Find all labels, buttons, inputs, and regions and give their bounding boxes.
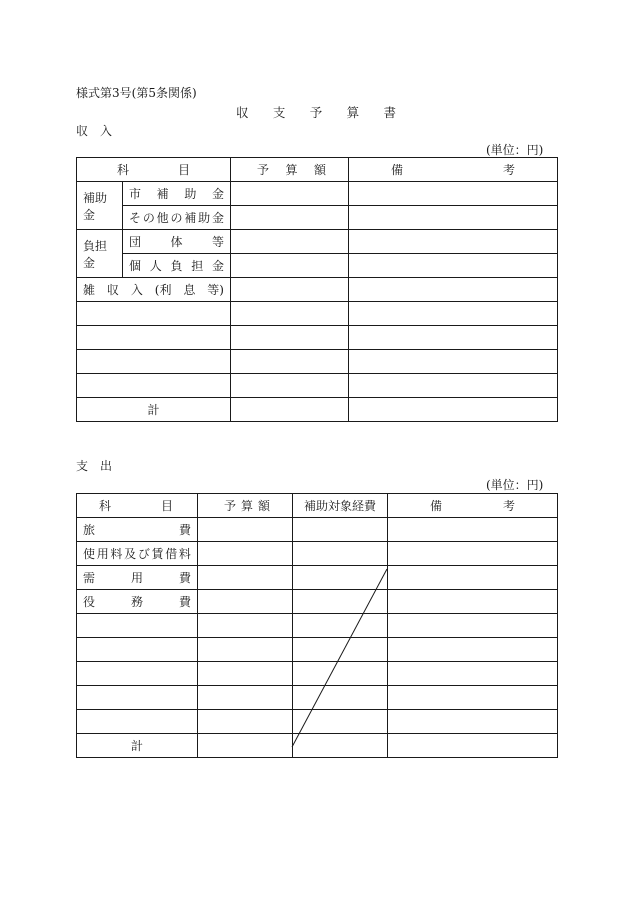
remarks-cell: [349, 302, 558, 326]
expense-item-label: [77, 518, 198, 542]
label-char: 考: [502, 163, 515, 177]
budget-amount-cell: [231, 206, 349, 230]
title-char: 算: [346, 105, 360, 120]
table-row: [77, 518, 558, 542]
label-char: 団: [129, 235, 142, 249]
remarks-cell: [388, 686, 558, 710]
label-char: そ: [129, 211, 142, 225]
blank-subject-cell: [77, 614, 198, 638]
title-char: 支: [272, 105, 286, 120]
label-char: 予: [224, 499, 237, 513]
table-row: [77, 638, 558, 662]
budget-amount-cell: [231, 182, 349, 206]
remarks-cell: [388, 638, 558, 662]
budget-amount-cell: [198, 662, 293, 686]
subsidy-amount-cell: [293, 662, 388, 686]
remarks-cell: [388, 566, 558, 590]
expense-total-label: 計: [77, 734, 198, 758]
income-item-label: [123, 230, 231, 254]
budget-amount-cell: [198, 614, 293, 638]
blank-subject-cell: [77, 710, 198, 734]
remarks-cell: [388, 710, 558, 734]
label-char: 額: [257, 499, 270, 513]
blank-subject-cell: [77, 326, 231, 350]
budget-amount-cell: [231, 350, 349, 374]
label-char: 助: [184, 187, 197, 201]
budget-amount-cell: [231, 398, 349, 422]
table-row: [77, 662, 558, 686]
income-section-label: 収 入: [76, 124, 113, 138]
remarks-cell: [388, 542, 558, 566]
label-char: 予: [257, 163, 270, 177]
remarks-cell: [388, 590, 558, 614]
income-unit-label: (単位：円): [486, 143, 544, 157]
income-header-remarks: [349, 158, 558, 182]
label-char: 料: [178, 547, 191, 561]
expense-header-row: [77, 494, 558, 518]
budget-amount-cell: [198, 638, 293, 662]
label-char: 等: [211, 235, 224, 249]
subsidy-amount-cell: [293, 566, 388, 590]
table-row: [77, 374, 558, 398]
label-char: 金: [211, 211, 224, 225]
subsidy-amount-cell: [293, 710, 388, 734]
label-char: 賃: [151, 547, 164, 561]
subsidy-amount-cell: [293, 638, 388, 662]
subsidy-amount-cell: [293, 614, 388, 638]
label-char: 補: [156, 187, 169, 201]
label-char: 息: [183, 283, 196, 297]
remarks-cell: [349, 374, 558, 398]
title-char: 書: [383, 105, 396, 120]
label-char: 備: [391, 163, 404, 177]
blank-subject-cell: [77, 374, 231, 398]
income-item-label: [123, 254, 231, 278]
budget-amount-cell: [231, 254, 349, 278]
label-char: 収: [106, 283, 119, 297]
label-char: 目: [160, 499, 173, 513]
label-char: 費: [178, 523, 191, 537]
remarks-cell: [349, 326, 558, 350]
expense-total-row: [77, 734, 558, 758]
blank-subject-cell: [77, 350, 231, 374]
remarks-cell: [388, 734, 558, 758]
income-item-label: [123, 182, 231, 206]
form-number-label: 様式第3号(第5条関係): [76, 86, 197, 100]
expense-table: [76, 493, 558, 758]
document-title: [236, 103, 396, 121]
budget-amount-cell: [198, 542, 293, 566]
budget-amount-cell: [231, 230, 349, 254]
label-char: 使: [83, 547, 96, 561]
label-char: 務: [130, 595, 143, 609]
budget-amount-cell: [231, 278, 349, 302]
label-char: 借: [165, 547, 178, 561]
budget-amount-cell: [198, 566, 293, 590]
label-char: 目: [177, 163, 190, 177]
remarks-cell: [388, 518, 558, 542]
income-misc-label: [77, 278, 231, 302]
label-char: 個: [129, 259, 142, 273]
remarks-cell: [349, 254, 558, 278]
label-char: 金: [211, 259, 224, 273]
label-char: 等): [207, 283, 224, 297]
expense-unit-label: (単位：円): [486, 478, 544, 492]
label-char: 入: [130, 283, 143, 297]
label-char: 担: [191, 259, 204, 273]
table-row: [77, 182, 558, 206]
table-row: [77, 542, 558, 566]
remarks-cell: [388, 614, 558, 638]
income-header-subject: [77, 158, 231, 182]
label-char: 考: [502, 499, 515, 513]
subsidy-amount-cell: [293, 686, 388, 710]
label-char: の: [170, 211, 183, 225]
label-char: 費: [178, 571, 191, 585]
expense-item-label: [77, 542, 198, 566]
expense-header-budget: [198, 494, 293, 518]
budget-amount-cell: [198, 518, 293, 542]
budget-amount-cell: [231, 302, 349, 326]
label-char: の: [142, 211, 155, 225]
label-char: 人: [149, 259, 162, 273]
label-char: 用: [96, 547, 109, 561]
remarks-cell: [349, 182, 558, 206]
blank-subject-cell: [77, 686, 198, 710]
label-char: 役: [83, 595, 96, 609]
table-row: [77, 230, 558, 254]
table-row: [77, 710, 558, 734]
subsidy-amount-cell: [293, 542, 388, 566]
label-char: 額: [313, 163, 326, 177]
label-char: 需: [83, 571, 96, 585]
title-char: 予: [309, 105, 323, 120]
label-char: 備: [430, 499, 443, 513]
remarks-cell: [349, 230, 558, 254]
remarks-cell: [349, 398, 558, 422]
table-row: [77, 206, 558, 230]
label-char: 旅: [83, 523, 96, 537]
label-char: 他: [156, 211, 169, 225]
table-row: [77, 350, 558, 374]
label-char: 算: [240, 499, 253, 513]
income-total-label: 計: [77, 398, 231, 422]
table-row: [77, 302, 558, 326]
expense-item-label: [77, 566, 198, 590]
table-row: [77, 326, 558, 350]
income-header-budget: [231, 158, 349, 182]
income-group-name: 負担金: [77, 230, 123, 278]
income-item-label: [123, 206, 231, 230]
label-char: 金: [211, 187, 224, 201]
budget-amount-cell: [198, 590, 293, 614]
table-row: [77, 254, 558, 278]
budget-amount-cell: [231, 374, 349, 398]
title-char: 収: [236, 105, 249, 120]
subsidy-amount-cell: [293, 590, 388, 614]
blank-subject-cell: [77, 638, 198, 662]
table-row: [77, 614, 558, 638]
label-char: 科: [99, 499, 112, 513]
label-char: 及: [124, 547, 137, 561]
label-char: 科: [117, 163, 130, 177]
label-char: 市: [129, 187, 142, 201]
table-row: [77, 590, 558, 614]
expense-item-label: [77, 590, 198, 614]
label-char: 算: [285, 163, 298, 177]
subsidy-amount-cell: [293, 518, 388, 542]
budget-amount-cell: [198, 734, 293, 758]
budget-amount-cell: [231, 326, 349, 350]
blank-subject-cell: [77, 302, 231, 326]
income-total-row: [77, 398, 558, 422]
label-char: 雑: [83, 283, 96, 297]
income-header-row: [77, 158, 558, 182]
table-row: [77, 686, 558, 710]
expense-header-remarks: [388, 494, 558, 518]
expense-header-subsidy: 補助対象経費: [293, 494, 388, 518]
label-char: 料: [110, 547, 123, 561]
blank-subject-cell: [77, 662, 198, 686]
table-row: [77, 278, 558, 302]
remarks-cell: [349, 278, 558, 302]
remarks-cell: [388, 662, 558, 686]
label-char: 助: [198, 211, 211, 225]
label-char: (利: [154, 283, 172, 297]
label-char: 補: [184, 211, 197, 225]
income-table: [76, 157, 558, 422]
table-row: [77, 566, 558, 590]
label-char: 体: [170, 235, 183, 249]
income-group-name: 補助金: [77, 182, 123, 230]
budget-amount-cell: [198, 686, 293, 710]
label-char: 用: [130, 571, 143, 585]
budget-amount-cell: [198, 710, 293, 734]
label-char: 費: [178, 595, 191, 609]
expense-header-subject: [77, 494, 198, 518]
label-char: び: [137, 547, 150, 561]
remarks-cell: [349, 206, 558, 230]
subsidy-amount-cell: [293, 734, 388, 758]
expense-section-label: 支 出: [76, 459, 113, 473]
label-char: 負: [170, 259, 183, 273]
remarks-cell: [349, 350, 558, 374]
